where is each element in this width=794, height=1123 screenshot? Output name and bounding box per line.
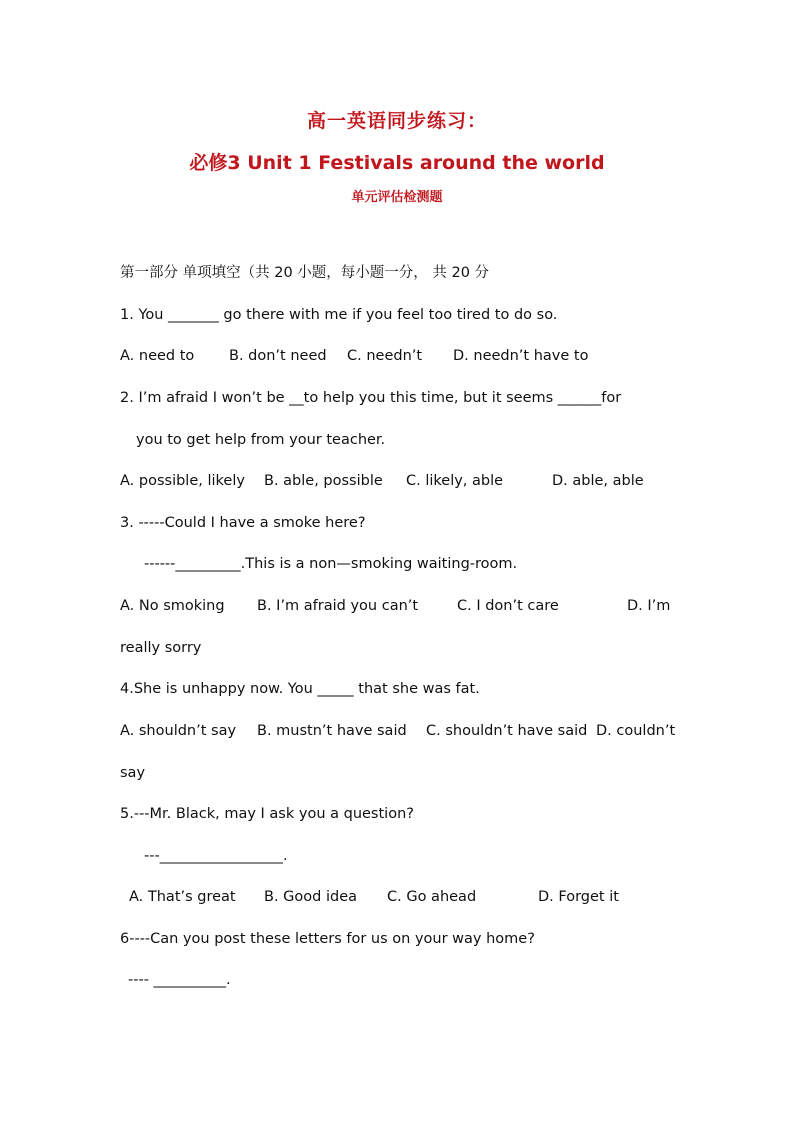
- section-heading: 第一部分 单项填空（共 20 小题，每小题一分， 共 20 分: [120, 265, 490, 281]
- option-d: D. able, able: [552, 473, 644, 489]
- question-2-text: 2. I’m afraid I won’t be __to help you this time, but it seems ______for: [120, 390, 622, 406]
- question-1-options: [0, 346, 794, 366]
- option-a: A. need to: [120, 348, 195, 364]
- unit-subtitle: 必修3 Unit 1 Festivals around the world: [189, 152, 605, 174]
- page-title: 高一英语同步练习：: [306, 110, 487, 132]
- question-6-reply: ---- __________.: [128, 972, 231, 988]
- option-b: B. I’m afraid you can’t: [257, 598, 419, 614]
- question-4-text: 4.She is unhappy now. You _____ that she was fat.: [120, 681, 480, 697]
- option-d: D. needn’t have to: [453, 348, 589, 364]
- option-b: B. mustn’t have said: [257, 723, 407, 739]
- question-1-text: 1. You _______ go there with me if you feel too tired to do so.: [120, 307, 558, 323]
- question-3-text: 3. -----Could I have a smoke here?: [120, 515, 366, 531]
- option-b: B. don’t need: [229, 348, 327, 364]
- question-4-options: [0, 721, 794, 741]
- option-a: A. No smoking: [120, 598, 225, 614]
- question-2-text-cont: you to get help from your teacher.: [136, 432, 386, 448]
- question-6-text: 6----Can you post these letters for us on your way home?: [120, 931, 535, 947]
- test-caption: 单元评估检测题: [351, 190, 443, 205]
- option-a: A. That’s great: [129, 889, 236, 905]
- option-c: C. I don’t care: [457, 598, 559, 614]
- option-c: C. likely, able: [406, 473, 504, 489]
- option-d: D. couldn’t: [596, 723, 676, 739]
- option-d: D. Forget it: [538, 889, 619, 905]
- question-4-options-wrap: say: [120, 765, 146, 781]
- question-5-text: 5.---Mr. Black, may I ask you a question?: [120, 806, 414, 822]
- option-c: C. needn’t: [347, 348, 423, 364]
- option-d: D. I’m: [627, 598, 671, 614]
- question-3-options: [0, 596, 794, 616]
- question-5-options: [0, 887, 794, 907]
- option-a: A. shouldn’t say: [120, 723, 237, 739]
- option-c: C. Go ahead: [387, 889, 477, 905]
- question-2-options: [0, 471, 794, 491]
- option-b: B. able, possible: [264, 473, 383, 489]
- option-b: B. Good idea: [264, 889, 357, 905]
- question-5-reply: ---_________________.: [144, 848, 288, 864]
- option-c: C. shouldn’t have said: [426, 723, 588, 739]
- question-3-options-wrap: really sorry: [120, 640, 202, 656]
- question-3-reply: ------_________.This is a non—smoking waiting-room.: [144, 556, 518, 572]
- option-a: A. possible, likely: [120, 473, 245, 489]
